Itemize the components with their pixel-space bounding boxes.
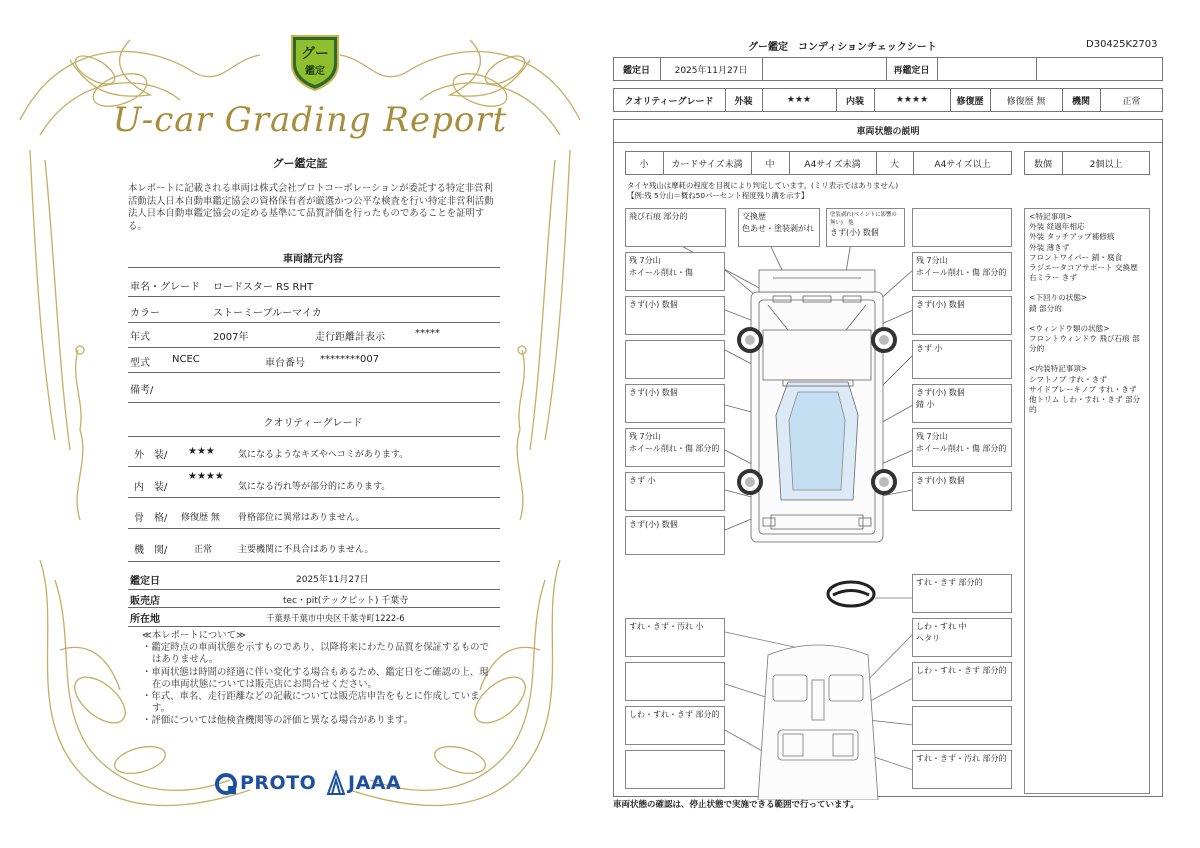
divider: [128, 436, 500, 437]
interior-note-right-2: しわ・すれ 中 ヘタリ: [912, 618, 1012, 657]
note-subtitle: 塗装剥れ(ペイントに影響の無い) 他: [830, 212, 897, 226]
jaaa-logo-text: JAAA: [348, 772, 402, 794]
grade-frame-comment: 骨格部位に異常はありません。: [238, 513, 365, 523]
condition-note-blank: [912, 208, 1012, 247]
note-line: 右ミラー きず: [1029, 273, 1077, 283]
spacer: [1029, 314, 1145, 324]
condition-note-left-2: きず(小) 数個: [625, 296, 725, 335]
grade-interior-label: 内 装/: [134, 482, 168, 493]
engine-label: 機関: [1071, 96, 1090, 107]
color-label: カラー: [130, 308, 160, 319]
note-line: <内装特記事項>: [1029, 364, 1088, 374]
size-medium: 中: [765, 159, 775, 170]
sheet-footer: 車両状態の確認は、停止状態で実施できる範囲で行っています。: [613, 800, 859, 810]
divider: [128, 322, 500, 323]
spacer: [1029, 354, 1145, 364]
jaaa-logo-icon: [326, 770, 346, 796]
address-label: 所在地: [130, 614, 160, 625]
address-value: 千葉県千葉市中央区千葉寺町1222-6: [266, 613, 405, 623]
count-desc: 2個以上: [1089, 159, 1123, 170]
note-item: ・鑑定時点の車両状態を示すものであり、以降将来にわたり品質を保証するものではありません。: [142, 642, 489, 666]
condition-note-right-3: きず 小: [912, 340, 1012, 379]
sheet-date-label: 鑑定日: [622, 65, 650, 76]
interior-label: 内装: [845, 96, 864, 107]
grade-interior-comment: 気になる汚れ等が部分的にあります。: [238, 482, 391, 492]
interior-note-right-4: [912, 706, 1012, 745]
repair-history-value: 修復歴 無: [1006, 96, 1046, 107]
engine-value: 正常: [1122, 96, 1141, 107]
goo-kantei-badge-icon: [288, 30, 342, 92]
condition-note-left-5: 残 7分山 ホイール削れ・傷 部分的: [625, 428, 725, 467]
grade-engine-value: 正常: [194, 545, 213, 555]
divider: [762, 57, 763, 81]
grade-exterior-value: ★★★: [188, 446, 215, 457]
condition-note-right-5: 残 7分山 ホイール削れ・傷 部分的: [912, 428, 1012, 467]
size-medium-desc: A4サイズ未満: [804, 159, 861, 170]
divider: [128, 497, 500, 498]
interior-note-right-3: しわ・すれ・きず 部分的: [912, 662, 1012, 701]
divider: [1036, 57, 1037, 81]
certificate-heading: グー鑑定証: [272, 157, 328, 170]
grade-engine-label: 機 関/: [134, 545, 168, 556]
condition-note-left-3: [625, 340, 725, 379]
divider: [128, 561, 500, 562]
color-value: ストーミーブルーマイカ: [213, 308, 322, 319]
chassis-label: 車台番号: [265, 358, 305, 369]
exterior-label: 外装: [734, 96, 753, 107]
condition-note-left-6: きず 小: [625, 472, 725, 511]
spacer: [1029, 283, 1145, 293]
grade-exterior-label: 外 装/: [134, 450, 168, 461]
divider: [128, 466, 500, 467]
svg-text:グー: グー: [301, 46, 329, 62]
interior-note-left-4: [625, 750, 725, 789]
size-small: 小: [639, 159, 649, 170]
dealer-value: tec・pit(テックピット) 千葉寺: [283, 596, 409, 606]
tire-note: タイヤ残山は摩耗の程度を目視により判定しています。(ミリ表示ではありません): [627, 181, 899, 190]
notes-title: ≪本レポートについて≫: [142, 630, 246, 641]
size-large-desc: A4サイズ以上: [934, 159, 991, 170]
special-notes: [1024, 208, 1150, 794]
note-line: フロントワイパー 錆・腐食: [1029, 252, 1123, 262]
divider: [128, 528, 500, 529]
divider: [128, 626, 500, 627]
year-value: 2007年: [213, 332, 249, 343]
note-line: 外装 タッチアップ補修痕: [1029, 232, 1115, 242]
model-label: 型式: [130, 358, 150, 369]
model-value: NCEC: [172, 354, 200, 365]
sheet-title: グー鑑定 コンディションチェックシート: [748, 42, 937, 53]
note-line: <ウィンドウ類の状態>: [1029, 323, 1110, 333]
note-item: ・評価については他検査機関等の評価と異なる場合があります。: [142, 715, 413, 727]
mileage-value: *****: [415, 328, 440, 339]
inspection-date-label: 鑑定日: [130, 576, 160, 587]
year-label: 年式: [130, 332, 150, 343]
remarks-label: 備考/: [130, 385, 154, 396]
condition-note-front-left: 飛び石痕 部分的: [625, 208, 726, 247]
divider: [128, 347, 500, 348]
tire-example: 【例:残 5分山＝概ね50パーセント程度残り溝を示す】: [627, 191, 809, 200]
spec-heading: 車両諸元内容: [283, 254, 343, 265]
document-id: D30425K2703: [1086, 39, 1158, 50]
interior-stars: ★★★★: [895, 95, 929, 105]
svg-text:鑑定: 鑑定: [305, 66, 325, 77]
condition-note-hood: 交換歴 色あせ・塗装剥がれ: [738, 208, 820, 247]
note-line: 外装 経過年相応: [1029, 222, 1085, 232]
condition-note-left-4: きず(小) 数個: [625, 384, 725, 423]
grade-interior-value: ★★★★: [188, 471, 224, 482]
note-line: 外装 薄きず: [1029, 242, 1070, 252]
certificate-statement: 本レポートに記載される車両は株式会社プロトコーポレーションが委託する特定非営利活動法人日本自動車鑑定協会の資格保有者が厳選かつ公平な検査を行い特定非営利活動法人日本自動車鑑定協会の定める基準にて品質評価を行ったものであることを証明する。: [128, 183, 494, 232]
proto-logo-icon: [214, 772, 238, 796]
divider: [937, 57, 938, 81]
mileage-label: 走行距離計表示: [315, 332, 385, 343]
interior-note-right-1: すれ・きず 部分的: [912, 574, 1012, 613]
note-line: 錆 部分的: [1029, 303, 1062, 313]
count-label: 数個: [1033, 159, 1052, 170]
note-line: ラジエータコアサポート 交換歴: [1029, 263, 1138, 273]
interior-note-left-3: しわ・すれ・きず 部分的: [625, 706, 725, 745]
grade-frame-label: 骨 格/: [134, 513, 168, 524]
grade-heading: クオリティーグレード: [263, 418, 363, 429]
chassis-value: ********007: [320, 354, 380, 365]
report-title: U-car Grading Report: [112, 100, 508, 140]
interior-note-left-1: すれ・きず・汚れ 小: [625, 618, 725, 657]
condition-note-right-6: きず(小) 数個: [912, 472, 1012, 511]
interior-note-right-5: すれ・きず・汚れ 部分的: [912, 750, 1012, 789]
divider: [128, 589, 500, 590]
note-item: ・車両状態は時間の経過に伴い変化する場合もあるため、鑑定日をご確認の上、現在の車両状態については販売店にお問合せください。: [142, 666, 489, 690]
condition-note-right-1: 残 7分山 ホイール削れ・傷 部分的: [912, 252, 1012, 291]
condition-title: 車両状態の説明: [856, 127, 920, 137]
exterior-stars: ★★★: [786, 95, 812, 105]
divider: [128, 607, 500, 608]
grade-frame-value: 修復歴 無: [181, 513, 220, 523]
note-text: きず(小) 数個: [830, 228, 879, 237]
repair-history-label: 修復歴: [956, 96, 984, 107]
grade-engine-comment: 主要機関に不具合はありません。: [238, 545, 374, 555]
condition-note-left-1: 残 7分山 ホイール削れ・傷: [625, 252, 725, 291]
condition-note-front-right: [826, 208, 905, 247]
sheet-date-value: 2025年11月27日: [674, 65, 748, 76]
divider: [128, 267, 500, 268]
size-large: 大: [889, 159, 899, 170]
condition-note-left-7: きず(小) 数個: [625, 516, 725, 555]
vehicle-name-label: 車名・グレード: [130, 282, 200, 293]
dealer-label: 販売店: [130, 596, 160, 607]
condition-note-right-4: きず(小) 数個 錆 小: [912, 384, 1012, 423]
grade-exterior-comment: 気になるようなキズやヘコミがあります。: [238, 450, 409, 460]
quality-grade-label: クオリティーグレード: [624, 96, 714, 107]
proto-logo-text: PROTO: [240, 772, 317, 794]
vehicle-name-value: ロードスター RS RHT: [213, 282, 314, 293]
note-line: フロントウィンドウ 飛び石痕 部分的: [1029, 334, 1140, 354]
condition-note-right-2: きず(小) 数個: [912, 296, 1012, 335]
note-line: サイドブレーキノブ すれ・きず: [1029, 384, 1137, 394]
size-small-desc: カードサイズ未満: [671, 159, 743, 170]
divider: [128, 372, 500, 373]
divider: [128, 296, 500, 297]
report-notes: [142, 630, 492, 728]
interior-note-left-2: [625, 662, 725, 701]
note-line: 他トリム しわ・すれ・きず 部分的: [1029, 395, 1141, 415]
divider: [128, 402, 500, 403]
inspection-date-value: 2025年11月27日: [296, 575, 369, 585]
note-line: シフトノブ すれ・きず: [1029, 374, 1107, 384]
note-line: <特記事項>: [1029, 212, 1073, 221]
note-item: ・年式、車名、走行距離などの記載については販売店申告をもとに作成しています。: [142, 691, 480, 715]
redate-label: 再鑑定日: [893, 65, 930, 76]
divider: [613, 142, 1163, 143]
note-line: <下回りの状態>: [1029, 293, 1088, 303]
